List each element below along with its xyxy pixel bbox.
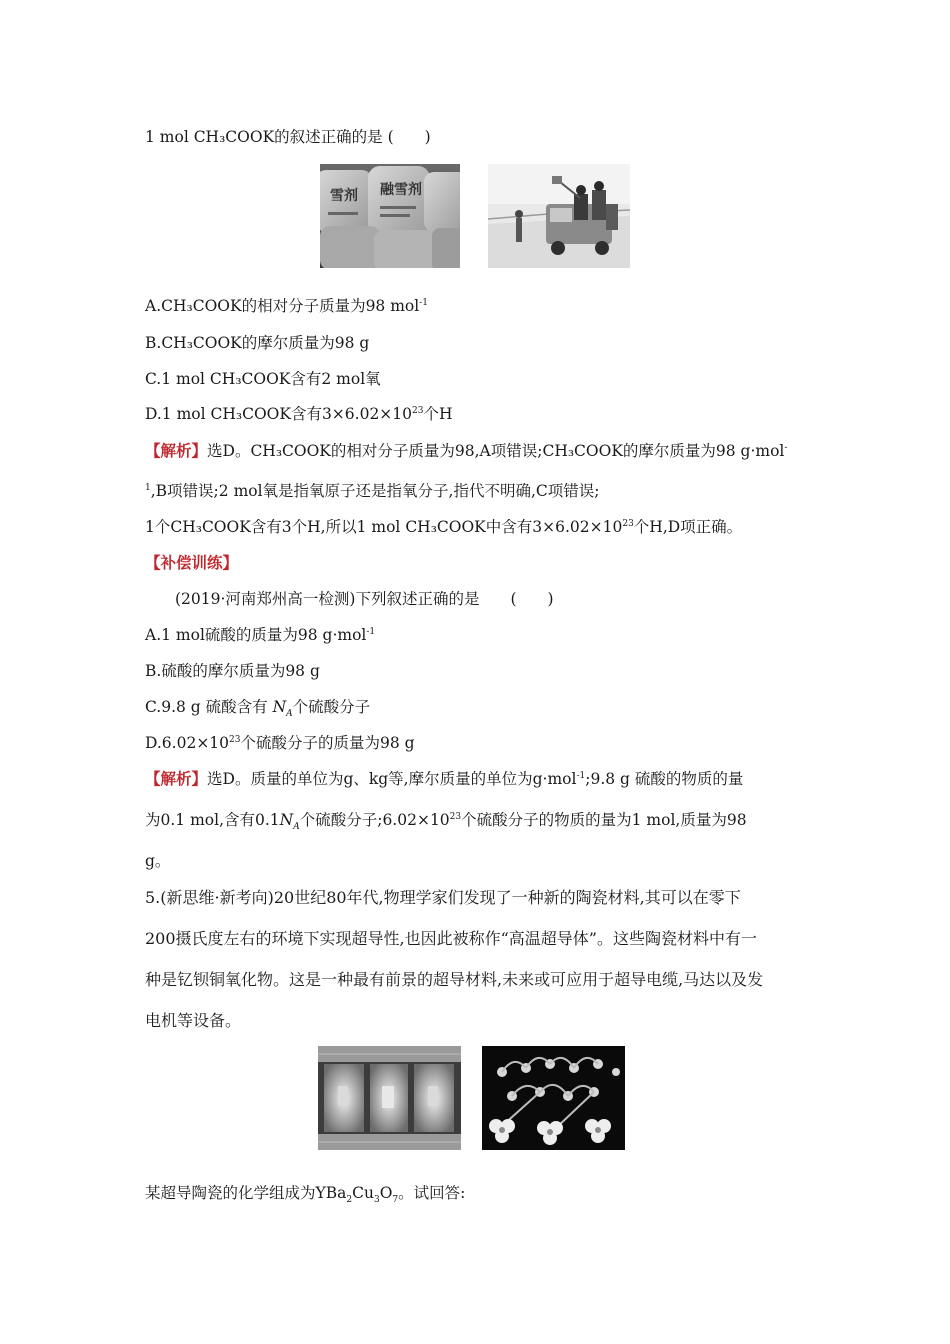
question5-formula-line: 某超导陶瓷的化学组成为$YBa_2Cu_3O_7$。试回答: <box>145 1184 466 1206</box>
supplement-tag: 【补偿训练】 <box>145 553 239 572</box>
option-a: A.CH₃COOK的相对分子质量为98 mol$^{-1}$ <box>145 297 428 315</box>
analysis-line-2: $^1$,B项错误;2 mol氧是指氧原子还是指氧分子,指代不明确,C项错误; <box>145 482 600 500</box>
supplement-analysis-tag: 【解析】 <box>145 769 208 788</box>
supplement-option-b: B.硫酸的摩尔质量为98 g <box>145 662 320 680</box>
supplement-analysis-line-2: 为0.1 mol,含有$0.1N_A$个硫酸分子$;6.02\times 10^{23}$个硫酸分子的物质的量为1 mol,质量为98 <box>145 811 747 833</box>
option-b: B.CH₃COOK的摩尔质量为98 g <box>145 334 370 352</box>
option-d: D.1 mol CH₃COOK含有$3\times 6.02\times 10^{23}$个H <box>145 405 453 423</box>
atomic-lattice-image <box>482 1046 625 1150</box>
analysis-line-1: 【解析】选D。CH₃COOK的相对分子质量为98,A项错误;CH₃COOK的摩尔质量为98 g·mol- <box>145 441 788 460</box>
crystal-structure-image <box>318 1046 461 1150</box>
bag-label-center: 融雪剂 <box>380 182 422 198</box>
snow-melt-bags-photo <box>320 164 460 268</box>
snow-clearing-truck-photo <box>488 164 630 268</box>
supplement-analysis-line-1: 【解析】选D。质量的单位为g、kg等,摩尔质量的单位为g·mol$^{-1}$;9.8 g 硫酸的物质的量 <box>145 769 744 788</box>
supplement-option-c: C.9.8 g 硫酸含有 $N_A$个硫酸分子 <box>145 698 371 720</box>
supplement-option-a: A.1 mol硫酸的质量为98 g·mol$^{-1}$ <box>145 626 376 644</box>
analysis-tag: 【解析】 <box>145 441 208 460</box>
question5-line-4: 电机等设备。 <box>145 1011 242 1030</box>
question5-line-3: 种是钇钡铜氧化物。这是一种最有前景的超导材料,未来或可应用于超导电缆,马达以及发 <box>145 970 764 989</box>
bag-label-left: 雪剂 <box>330 188 358 204</box>
option-c: C.1 mol CH₃COOK含有2 mol氧 <box>145 370 381 388</box>
supplement-analysis-line-3: g。 <box>145 852 171 870</box>
supplement-stem: (2019·河南郑州高一检测)下列叙述正确的是 ( ) <box>175 590 554 608</box>
analysis-line-3: 1个CH₃COOK含有3个H,所以1 mol CH₃COOK中含有$3\times 6.02\times 10^{23}$个H,D项正确。 <box>145 518 743 536</box>
question-stem: 1 mol CH₃COOK的叙述正确的是 ( ) <box>145 128 431 146</box>
question5-line-1: 5.(新思维·新考向)20世纪80年代,物理学家们发现了一种新的陶瓷材料,其可以在零下 <box>145 888 741 907</box>
supplement-option-d: $D.6.02\times 10^{23}$个硫酸分子的质量为98 g <box>145 734 415 752</box>
question5-line-2: 200摄氏度左右的环境下实现超导性,也因此被称作“高温超导体”。这些陶瓷材料中有一 <box>145 929 757 948</box>
